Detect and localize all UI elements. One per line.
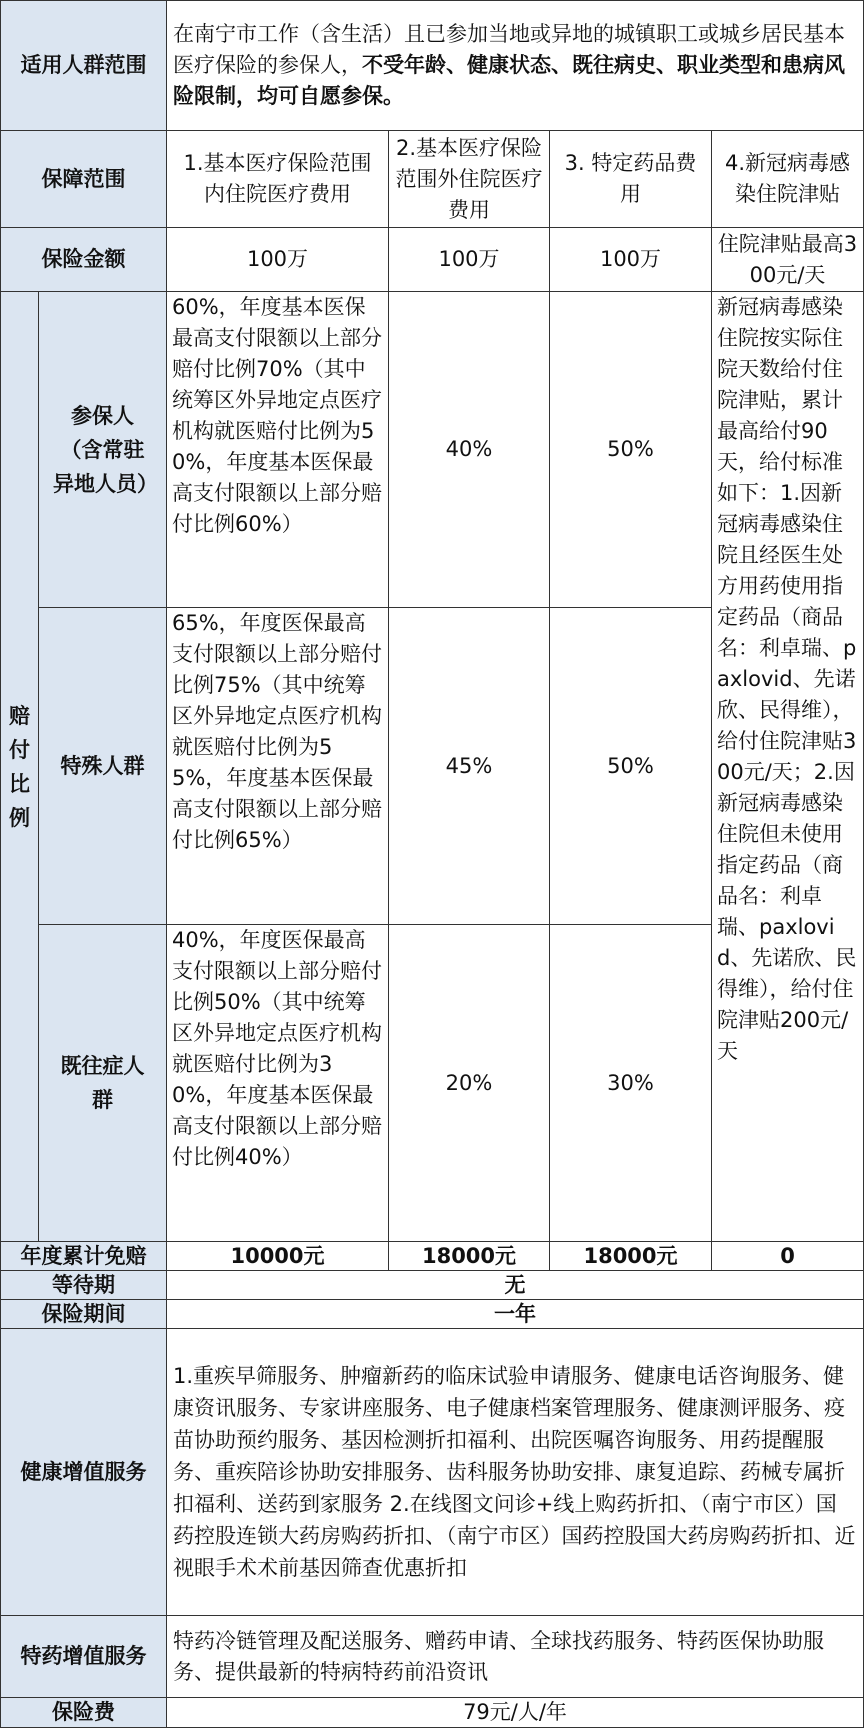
waiting-value: 无 [167,1271,864,1300]
coverage-item-2: 2.基本医疗保险范围外住院医疗费用 [389,131,550,228]
group-special-ratio-1: 65%，年度医保最高支付限额以上部分赔付比例75%（其中统筹区外异地定点医疗机构就医赔付比例为55%，年度基本医保最高支付限额以上部分赔付比例65%） [167,608,389,925]
ratio-label [1,292,39,1242]
row-premium [1,1698,864,1728]
group-special-ratio-2: 45% [389,608,550,925]
deductible-value-3: 18000元 [550,1242,712,1271]
row-eligible [1,1,864,131]
covid-allowance-text: 新冠病毒感染住院按实际住院天数给付住院津贴，累计最高给付90天，给付标准如下：1.因新冠病毒感染住院且经医生处方用药使用指定药品（商品名：利卓瑞、paxlovid、先诺欣、民得维），给付住院津贴300元/天；2.因新冠病毒感染住院但未使用指定药品（商品名：利卓瑞、paxlovid、先诺欣、民得维），给付住院津贴200元/天 [712,292,864,1242]
row-special-drug-services [1,1616,864,1698]
row-period [1,1300,864,1329]
ratio-label-char-4: 例 [9,805,30,830]
group-insured-ratio-3: 50% [550,292,712,608]
row-amount [1,228,864,292]
group-name-insured: 参保人（含常驻异地人员） [39,292,167,608]
ratio-label-char-1: 赔 [9,703,30,728]
period-label: 保险期间 [1,1300,167,1329]
group-name-special: 特殊人群 [39,608,167,925]
premium-value: 79元/人/年 [167,1698,864,1728]
row-waiting [1,1271,864,1300]
waiting-label: 等待期 [1,1271,167,1300]
group-name-preexisting: 既往症人群 [39,925,167,1242]
amount-value-2: 100万 [389,228,550,292]
row-deductible [1,1242,864,1271]
amount-value-1: 100万 [167,228,389,292]
row-health-services [1,1329,864,1616]
period-value: 一年 [167,1300,864,1329]
group-insured-ratio-2: 40% [389,292,550,608]
row-ratio-insured [1,292,864,608]
premium-label: 保险费 [1,1698,167,1728]
group-insured-ratio-1: 60%，年度基本医保最高支付限额以上部分赔付比例70%（其中统筹区外异地定点医疗机构就医赔付比例为50%，年度基本医保最高支付限额以上部分赔付比例60%） [167,292,389,608]
group-preexisting-ratio-2: 20% [389,925,550,1242]
eligible-label: 适用人群范围 [1,1,167,131]
special-drug-services-text: 特药冷链管理及配送服务、赠药申请、全球找药服务、特药医保协助服务、提供最新的特病特药前沿资讯 [167,1616,864,1698]
special-drug-services-label: 特药增值服务 [1,1616,167,1698]
group-preexisting-ratio-3: 30% [550,925,712,1242]
deductible-value-2: 18000元 [389,1242,550,1271]
ratio-label-char-3: 比 [9,771,30,796]
amount-value-3: 100万 [550,228,712,292]
eligible-text-plain: 在南宁市工作（含生活）且已参加当地或异地的城镇职工或城乡居民基本医疗保险的参保人， [173,22,845,77]
deductible-value-4: 0 [712,1242,864,1271]
coverage-label: 保障范围 [1,131,167,228]
amount-label: 保险金额 [1,228,167,292]
coverage-item-4: 4.新冠病毒感染住院津贴 [712,131,864,228]
coverage-item-1: 1.基本医疗保险范围内住院医疗费用 [167,131,389,228]
amount-value-4: 住院津贴最高300元/天 [712,228,864,292]
ratio-label-char-2: 付 [9,737,30,762]
row-coverage [1,131,864,228]
deductible-label: 年度累计免赔 [1,1242,167,1271]
group-preexisting-ratio-1: 40%，年度医保最高支付限额以上部分赔付比例50%（其中统筹区外异地定点医疗机构就医赔付比例为30%，年度基本医保最高支付限额以上部分赔付比例40%） [167,925,389,1242]
health-services-text: 1.重疾早筛服务、肿瘤新药的临床试验申请服务、健康电话咨询服务、健康资讯服务、专家讲座服务、电子健康档案管理服务、健康测评服务、疫苗协助预约服务、基因检测折扣福利、出院医嘱咨询服务、用药提醒服务、重疾陪诊协助安排服务、齿科服务协助安排、康复追踪、药械专属折扣福利、送药到家服务 2.在线图文问诊+线上购药折扣、（南宁市区）国药控股连锁大药房购药折扣、（南宁市区）国药控股国大药房购药折扣、近视眼手术术前基因筛查优惠折扣 [167,1329,864,1616]
deductible-value-1: 10000元 [167,1242,389,1271]
health-services-label: 健康增值服务 [1,1329,167,1616]
coverage-item-3: 3. 特定药品费用 [550,131,712,228]
eligible-text-bold: 不受年龄、健康状态、既往病史、职业类型和患病风险限制，均可自愿参保。 [173,53,845,108]
eligible-text [167,1,864,131]
group-special-ratio-3: 50% [550,608,712,925]
